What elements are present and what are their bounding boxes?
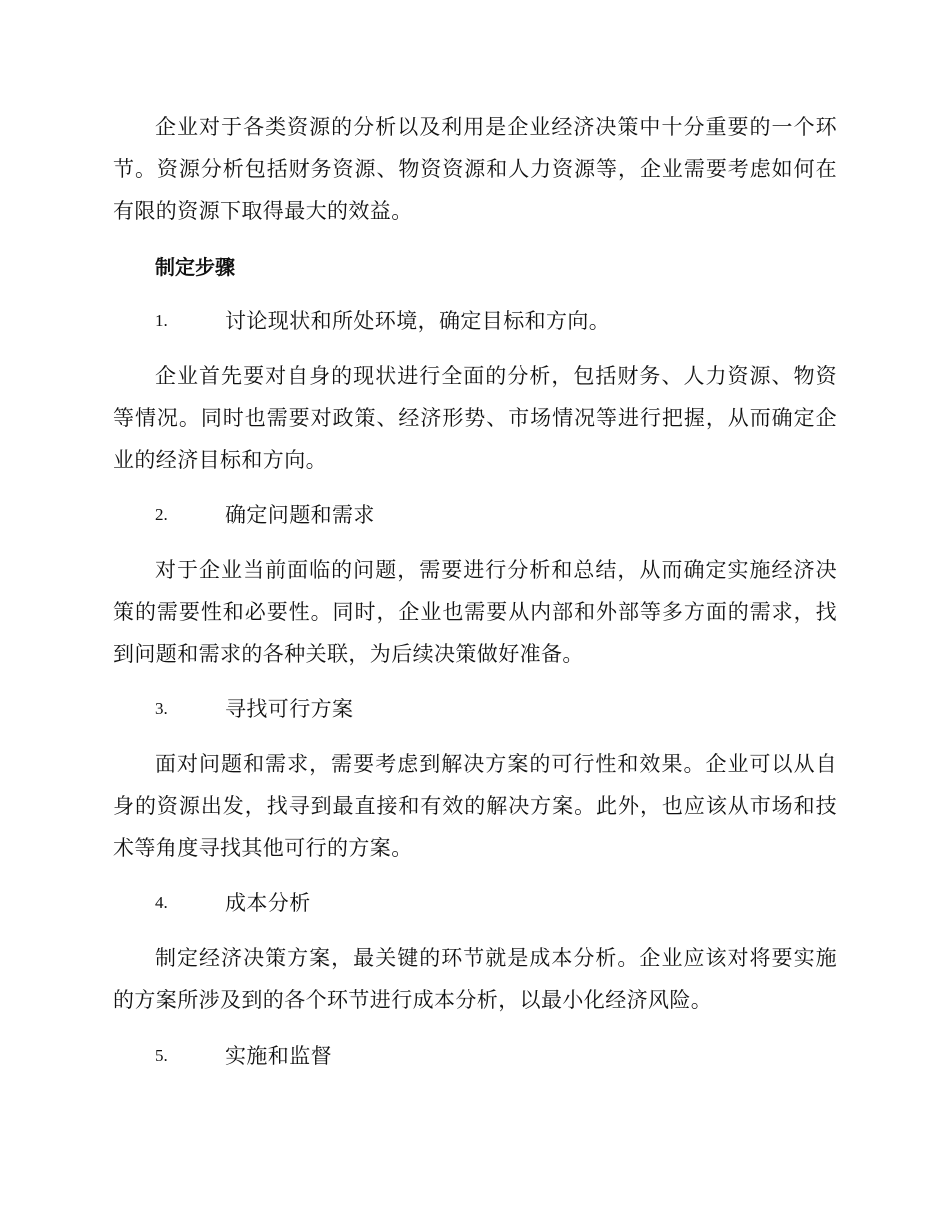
step-2-title: 确定问题和需求	[225, 503, 375, 527]
step-1-body: 企业首先要对自身的现状进行全面的分析，包括财务、人力资源、物资等情况。同时也需要对政策、经济形势、市场情况等进行把握，从而确定企业的经济目标和方向。	[113, 364, 837, 472]
step-5-heading	[155, 1041, 332, 1071]
step-1-number: 1.	[155, 311, 168, 330]
step-3-number: 3.	[155, 699, 168, 718]
step-2-number: 2.	[155, 505, 168, 524]
step-3-body: 面对问题和需求，需要考虑到解决方案的可行性和效果。企业可以从自身的资源出发，找寻到最直接和有效的解决方案。此外，也应该从市场和技术等角度寻找其他可行的方案。	[113, 752, 837, 860]
step-3-title: 寻找可行方案	[225, 697, 354, 721]
step-4-title: 成本分析	[225, 891, 311, 915]
step-2-heading	[155, 500, 375, 530]
step-4-heading	[155, 888, 311, 918]
step-1-heading	[155, 306, 610, 336]
step-5-number: 5.	[155, 1046, 168, 1065]
intro-paragraph: 企业对于各类资源的分析以及利用是企业经济决策中十分重要的一个环节。资源分析包括财务资源、物资资源和人力资源等，企业需要考虑如何在有限的资源下取得最大的效益。	[113, 115, 837, 223]
step-3-heading	[155, 694, 353, 724]
section-heading: 制定步骤	[155, 255, 235, 279]
step-5-title: 实施和监督	[225, 1044, 332, 1068]
step-1-title: 讨论现状和所处环境，确定目标和方向。	[225, 309, 611, 333]
step-4-number: 4.	[155, 893, 168, 912]
step-2-body: 对于企业当前面临的问题，需要进行分析和总结，从而确定实施经济决策的需要性和必要性。同时，企业也需要从内部和外部等多方面的需求，找到问题和需求的各种关联，为后续决策做好准备。	[113, 558, 837, 666]
step-4-body: 制定经济决策方案，最关键的环节就是成本分析。企业应该对将要实施的方案所涉及到的各个环节进行成本分析，以最小化经济风险。	[113, 946, 837, 1012]
